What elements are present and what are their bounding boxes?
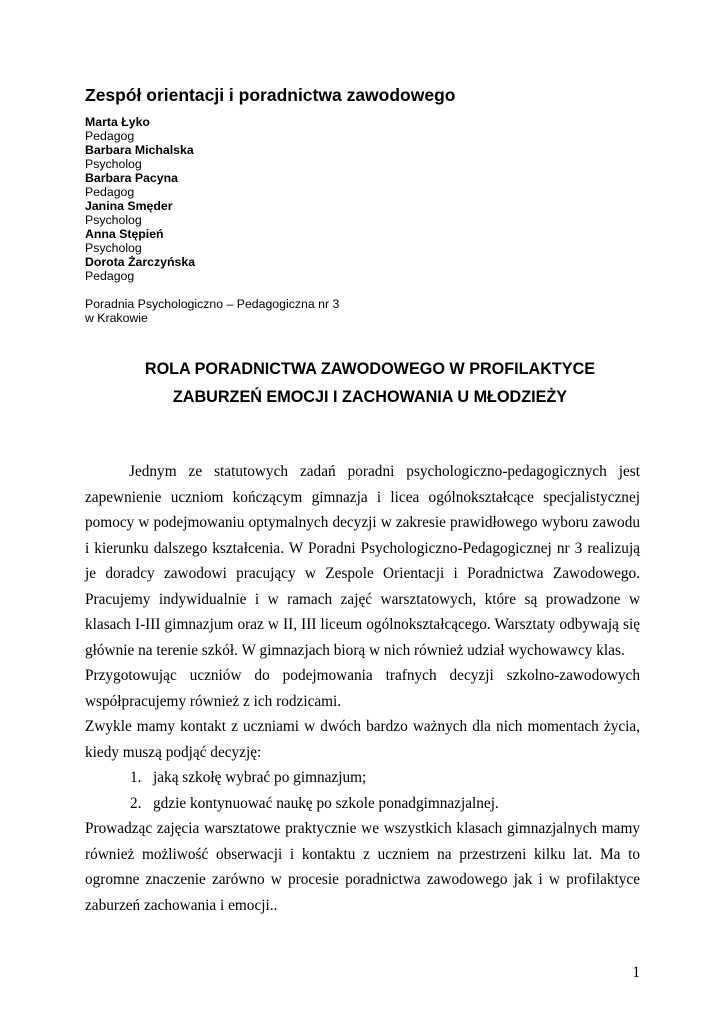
title-line-1: ROLA PORADNICTWA ZAWODOWEGO W PROFILAKTYCE (144, 360, 596, 378)
page-number: 1 (632, 964, 640, 981)
author-entry (85, 199, 195, 227)
paragraph-workshops: Prowadząc zajęcia warsztatowe praktycznie we wszystkich klasach gimnazjalnych mamy również możliwość obserwacji i kontaktu z uczniem na przestrzeni kilku lat. Ma to ogromne znaczenie zarówno w procesie poradnictwa zawodowego jak i w profilaktyce zaburzeń zachowania i emocji.. (85, 820, 640, 914)
author-role: Psycholog (85, 241, 142, 255)
list-item (85, 765, 640, 791)
author-list (85, 115, 195, 283)
author-entry (85, 171, 195, 199)
paragraph-intro-continuation: Pracujemy indywidualnie i w ramach zajęć warsztatowych, które są prowadzone w klasach I-III gimnazjum oraz w II, III liceum ogólnokształcącego. Warsztaty odbywają się głównie na terenie szkół. W gimnazjach biorą w nich również udział wychowawcy klas. (85, 590, 640, 659)
paragraph-intro-text: Jednym ze statutowych zadań poradni psychologiczno-pedagogicznych jest zapewnienie uczniom kończącym gimnazja i licea ogólnokształcące specjalistycznej pomocy w podejmowaniu optymalnych decyzji w zakresie prawidłowego wyboru zawodu i kierunku dalszego kształcenia. W Poradni Psychologiczno-Pedagogicznej nr 3 realizują je doradcy zawodowi pracujący w Zespole Orientacji i Poradnictwa Zawodowego. (85, 463, 640, 582)
paragraph-contact: Zwykle mamy kontakt z uczniami w dwóch bardzo ważnych dla nich momentach życia, kiedy muszą podjąć decyzję: (85, 718, 640, 761)
institution-city: w Krakowie (85, 311, 148, 325)
author-name: Dorota Żarczyńska (85, 255, 196, 269)
decision-list (85, 765, 640, 816)
author-role: Psycholog (85, 157, 142, 171)
author-name: Janina Smęder (85, 199, 173, 213)
author-entry (85, 227, 195, 255)
paragraph-intro (85, 459, 640, 663)
paragraph-parents: Przygotowując uczniów do podejmowania trafnych decyzji szkolno-zawodowych współpracujemy również z ich rodzicami. (85, 667, 640, 710)
article-title (85, 355, 655, 411)
list-item-number: 2. (130, 794, 142, 812)
author-entry (85, 255, 195, 283)
institution-name: Poradnia Psychologiczno – Pedagogiczna nr 3 (85, 297, 340, 311)
author-name: Barbara Pacyna (85, 171, 178, 185)
list-item-text: jaką szkołę wybrać po gimnazjum; (153, 769, 367, 786)
list-item (85, 791, 640, 817)
document-heading: Zespół orientacji i poradnictwa zawodowego (85, 85, 456, 105)
author-entry (85, 115, 195, 143)
article-body (85, 459, 640, 918)
author-name: Marta Łyko (85, 115, 150, 129)
list-item-text: gdzie kontynuować naukę po szkole ponadgimnazjalnej. (153, 794, 499, 812)
title-line-2: ZABURZEŃ EMOCJI I ZACHOWANIA U MŁODZIEŻY (172, 388, 568, 406)
author-name: Anna Stępień (85, 227, 164, 241)
author-role: Pedagog (85, 129, 135, 143)
list-item-number: 1. (130, 769, 142, 786)
author-role: Pedagog (85, 185, 135, 199)
author-role: Psycholog (85, 213, 142, 227)
author-role: Pedagog (85, 269, 135, 283)
author-entry (85, 143, 195, 171)
institution-block (85, 297, 339, 325)
author-name: Barbara Michalska (85, 143, 194, 157)
